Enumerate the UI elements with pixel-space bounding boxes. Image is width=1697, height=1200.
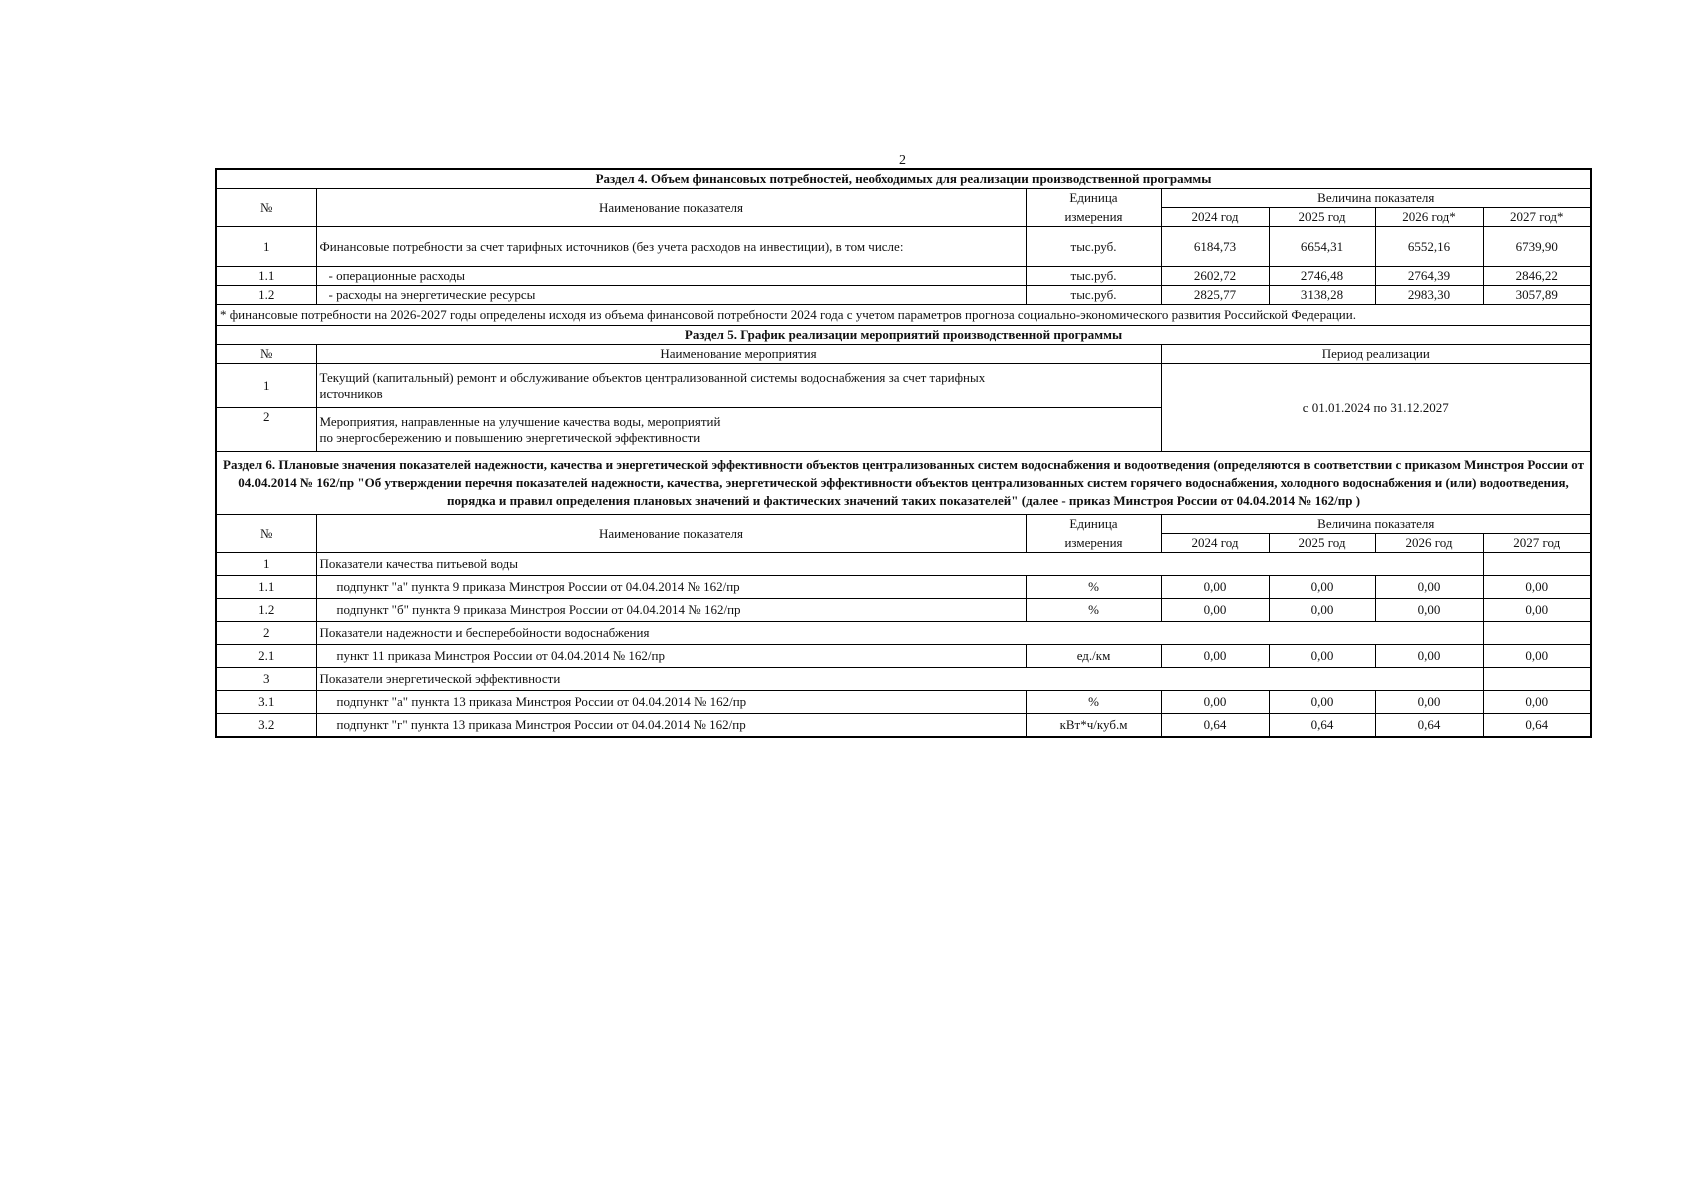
row-name-line: Текущий (капитальный) ремонт и обслуживание объектов централизованной системы водоснабжения за счет тарифных <box>319 369 986 385</box>
row-value: 0,64 <box>1161 714 1269 738</box>
group-name: Показатели надежности и бесперебойности водоснабжения <box>316 622 1483 645</box>
row-name: - расходы на энергетические ресурсы <box>316 286 1026 305</box>
row-num: 1.2 <box>216 286 316 305</box>
table-row <box>216 364 1591 408</box>
row-name <box>316 408 1161 452</box>
row-num: 3.1 <box>216 691 316 714</box>
row-value: 0,00 <box>1483 691 1591 714</box>
row-num: 1.2 <box>216 599 316 622</box>
group-row <box>216 668 1591 691</box>
group-name: Показатели качества питьевой воды <box>316 553 1483 576</box>
s4-header-unit-1: Единица <box>1026 189 1161 208</box>
document <box>215 168 1590 738</box>
row-value: 3138,28 <box>1269 286 1375 305</box>
row-value: 6184,73 <box>1161 227 1269 267</box>
s4-header-num: № <box>216 189 316 227</box>
s5-period: с 01.01.2024 по 31.12.2027 <box>1161 364 1591 452</box>
row-value: 0,00 <box>1375 645 1483 668</box>
row-value: 0,00 <box>1161 645 1269 668</box>
row-value: 0,64 <box>1269 714 1375 738</box>
s4-header-year: 2027 год* <box>1483 208 1591 227</box>
row-name: - операционные расходы <box>316 267 1026 286</box>
s4-header-year: 2026 год* <box>1375 208 1483 227</box>
main-table <box>215 168 1592 738</box>
row-unit: кВт*ч/куб.м <box>1026 714 1161 738</box>
row-value: 2983,30 <box>1375 286 1483 305</box>
row-num: 1 <box>216 364 316 408</box>
row-value: 0,00 <box>1269 645 1375 668</box>
row-name-line: Мероприятия, направленные на улучшение качества воды, мероприятий <box>319 413 721 429</box>
row-value: 0,00 <box>1161 691 1269 714</box>
row-name: пункт 11 приказа Минстроя России от 04.04.2014 № 162/пр <box>316 645 1026 668</box>
table-row <box>216 286 1591 305</box>
row-value: 6552,16 <box>1375 227 1483 267</box>
page-number: 2 <box>899 153 906 168</box>
row-value: 0,00 <box>1269 576 1375 599</box>
row-name: подпункт "а" пункта 9 приказа Минстроя России от 04.04.2014 № 162/пр <box>316 576 1026 599</box>
row-value: 6654,31 <box>1269 227 1375 267</box>
s6-header-unit-2: измерения <box>1026 534 1161 553</box>
row-unit: ед./км <box>1026 645 1161 668</box>
row-name: подпункт "а" пункта 13 приказа Минстроя России от 04.04.2014 № 162/пр <box>316 691 1026 714</box>
s6-header-year: 2024 год <box>1161 534 1269 553</box>
section6-title: Раздел 6. Плановые значения показателей надежности, качества и энергетической эффективности объектов централизованных систем водоснабжения и водоотведения (определяются в соответствии с приказом Минстроя России от 04.04.2014 № 162/пр "Об утверждении перечня показателей надежности, качества, энергетической эффективности объектов централизованных систем горячего водоснабжения, холодного водоснабжения и (или) водоотведения, порядка и правил определения плановых значений и фактических значений таких показателей" (далее - приказ Минстроя России от 04.04.2014 № 162/пр ) <box>216 452 1591 515</box>
s6-header-name: Наименование показателя <box>316 515 1026 553</box>
group-name: Показатели энергетической эффективности <box>316 668 1483 691</box>
s6-header-unit-1: Единица <box>1026 515 1161 534</box>
row-unit: тыс.руб. <box>1026 267 1161 286</box>
s6-header-num: № <box>216 515 316 553</box>
row-name-line: источников <box>319 385 383 401</box>
s5-header-period: Период реализации <box>1161 345 1591 364</box>
group-empty <box>1483 622 1591 645</box>
row-name <box>316 364 1161 408</box>
section4-title: Раздел 4. Объем финансовых потребностей, необходимых для реализации производственной программы <box>216 169 1591 189</box>
row-value: 0,00 <box>1483 645 1591 668</box>
row-value: 2825,77 <box>1161 286 1269 305</box>
group-empty <box>1483 553 1591 576</box>
row-value: 0,64 <box>1483 714 1591 738</box>
s4-header-year: 2024 год <box>1161 208 1269 227</box>
row-value: 0,64 <box>1375 714 1483 738</box>
s5-header-num: № <box>216 345 316 364</box>
row-num: 2 <box>216 408 316 452</box>
row-name: подпункт "г" пункта 13 приказа Минстроя России от 04.04.2014 № 162/пр <box>316 714 1026 738</box>
group-num: 1 <box>216 553 316 576</box>
s4-header-name: Наименование показателя <box>316 189 1026 227</box>
row-num: 1.1 <box>216 267 316 286</box>
table-row <box>216 267 1591 286</box>
table-row <box>216 714 1591 738</box>
row-value: 0,00 <box>1483 576 1591 599</box>
row-value: 0,00 <box>1269 599 1375 622</box>
s4-header-value: Величина показателя <box>1161 189 1591 208</box>
group-num: 3 <box>216 668 316 691</box>
row-num: 3.2 <box>216 714 316 738</box>
row-value: 3057,89 <box>1483 286 1591 305</box>
row-value: 0,00 <box>1375 576 1483 599</box>
s4-header-year: 2025 год <box>1269 208 1375 227</box>
row-value: 0,00 <box>1375 691 1483 714</box>
row-name-line: по энергосбережению и повышению энергетической эффективности <box>319 429 701 445</box>
row-num: 1.1 <box>216 576 316 599</box>
section5-title: Раздел 5. График реализации мероприятий производственной программы <box>216 326 1591 345</box>
s6-header-year: 2027 год <box>1483 534 1591 553</box>
group-num: 2 <box>216 622 316 645</box>
row-value: 0,00 <box>1161 599 1269 622</box>
row-name: подпункт "б" пункта 9 приказа Минстроя России от 04.04.2014 № 162/пр <box>316 599 1026 622</box>
s4-header-unit-2: измерения <box>1026 208 1161 227</box>
table-row <box>216 645 1591 668</box>
s6-header-year: 2025 год <box>1269 534 1375 553</box>
row-num: 2.1 <box>216 645 316 668</box>
row-unit: % <box>1026 691 1161 714</box>
table-row <box>216 227 1591 267</box>
row-value: 0,00 <box>1269 691 1375 714</box>
table-row <box>216 599 1591 622</box>
row-value: 2746,48 <box>1269 267 1375 286</box>
group-empty <box>1483 668 1591 691</box>
row-value: 0,00 <box>1483 599 1591 622</box>
row-unit: тыс.руб. <box>1026 227 1161 267</box>
row-value: 6739,90 <box>1483 227 1591 267</box>
row-value: 0,00 <box>1161 576 1269 599</box>
s6-header-value: Величина показателя <box>1161 515 1591 534</box>
table-row <box>216 576 1591 599</box>
group-row <box>216 553 1591 576</box>
section4-note: * финансовые потребности на 2026-2027 годы определены исходя из объема финансовой потребности 2024 года с учетом параметров прогноза социально-экономического развития Российской Федерации. <box>216 305 1591 326</box>
row-num: 1 <box>216 227 316 267</box>
group-row <box>216 622 1591 645</box>
row-unit: тыс.руб. <box>1026 286 1161 305</box>
row-unit: % <box>1026 576 1161 599</box>
s6-header-year: 2026 год <box>1375 534 1483 553</box>
s5-header-name: Наименование мероприятия <box>316 345 1161 364</box>
row-value: 2846,22 <box>1483 267 1591 286</box>
row-unit: % <box>1026 599 1161 622</box>
table-row <box>216 691 1591 714</box>
row-name: Финансовые потребности за счет тарифных источников (без учета расходов на инвестиции), в том числе: <box>316 227 1026 267</box>
row-value: 2602,72 <box>1161 267 1269 286</box>
row-value: 2764,39 <box>1375 267 1483 286</box>
row-value: 0,00 <box>1375 599 1483 622</box>
